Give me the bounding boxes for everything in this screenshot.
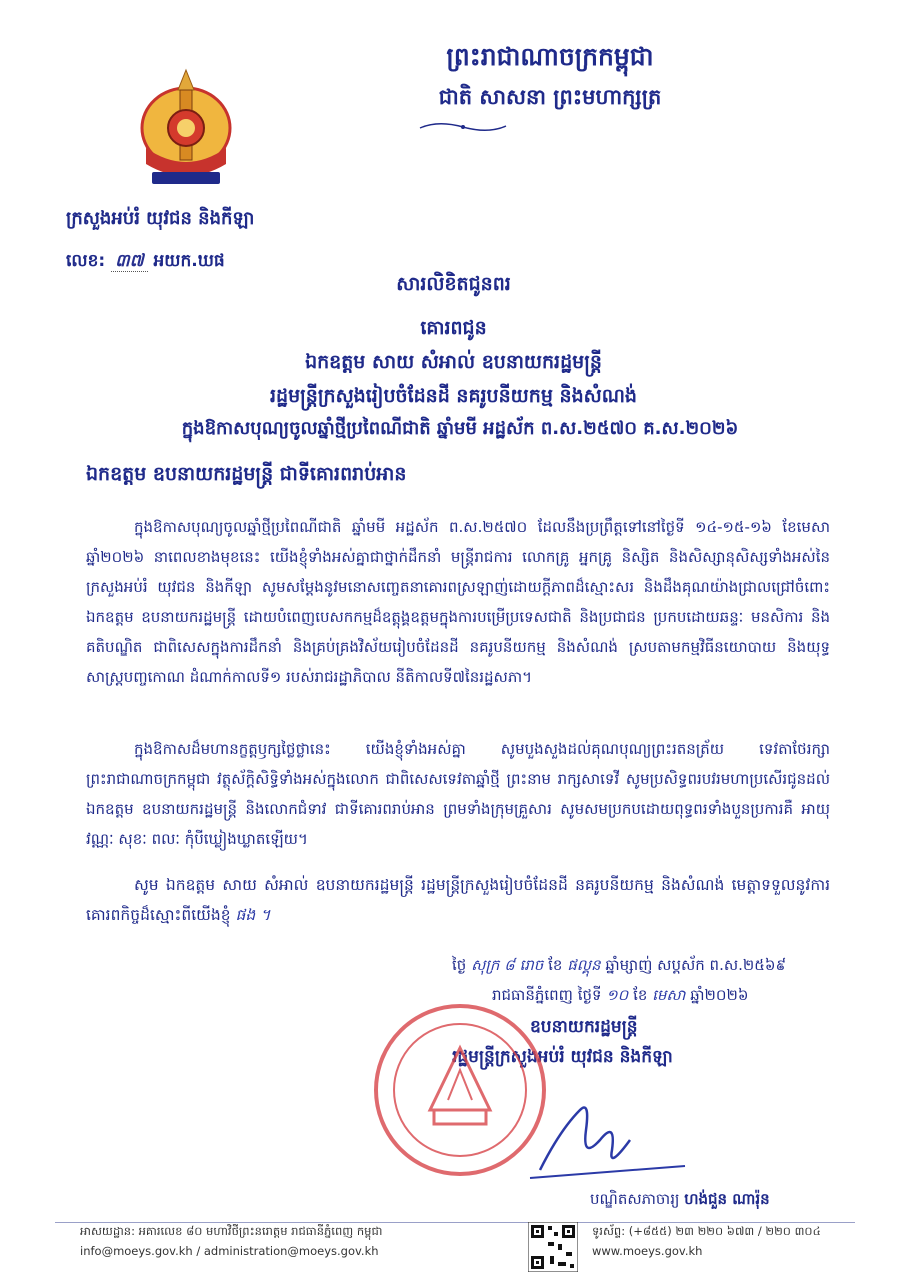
signer-position-2: រដ្ឋមន្ត្រីក្រសួងអប់រំ យុវជន និងកីឡា — [452, 1047, 673, 1067]
qr-code-icon — [528, 1222, 578, 1272]
kingdom-heading: ព្រះរាជាណាចក្រកម្ពុជា — [446, 42, 654, 71]
recipient-line-3: ក្នុងឱកាសបុណ្យចូលឆ្នាំថ្មីប្រពៃណីជាតិ ឆ្នាំមមី អដ្ឋស័ក ព.ស.២៥៧០ គ.ស.២០២៦ — [181, 418, 739, 439]
body-paragraph-2: ក្នុងឱកាសដ៏មហានក្ខត្តឫក្សថ្លៃថ្លានេះ យើងខ្ញុំទាំងអស់គ្នា សូមបួងសួងដល់គុណបុណ្យព្រះរតនត្រ័យ ទេវតាថែរក្សាព្រះរាជាណាចក្រកម្ពុជា វត្ថុស័ក្តិសិទ្ធិទាំងអស់ក្នុងលោក ជាពិសេសទេវតាឆ្នាំថ្មី ព្រះនាម រាក្សសាទេវី សូមប្រសិទ្ធពរបវរមហាប្រសើរជូនដល់ ឯកឧត្តម ឧបនាយករដ្ឋមន្ត្រី និងលោកជំទាវ ជាទីគោរពរាប់អាន ព្រមទាំងក្រុមគ្រួសារ សូមសមប្រកបដោយពុទ្ធពរទាំងបួនប្រការគឺ អាយុ វណ្ណៈ សុខៈ ពលៈ កុំបីឃ្លៀងឃ្លាតឡើយ។ — [86, 740, 830, 848]
lunar-year: ឆ្នាំម្សាញ់ សប្តស័ក ព.ស.២៥៦៩ — [605, 956, 787, 974]
signer-position-1: ឧបនាយករដ្ឋមន្ត្រី — [530, 1017, 638, 1037]
lunar-day-handwritten: សុក្រ — [471, 956, 500, 974]
ministry-emblem-icon — [134, 64, 238, 192]
ref-code: អយក.ឃផ — [153, 251, 225, 271]
ref-number-handwritten: ៣៧ — [111, 251, 147, 272]
body-paragraph-1: ក្នុងឱកាសបុណ្យចូលឆ្នាំថ្មីប្រពៃណីជាតិ ឆ្នាំមមី អដ្ឋស័ក ព.ស.២៥៧០ ដែលនឹងប្រព្រឹត្តទៅនៅថ្ងៃទី ១៤-១៥-១៦ ខែមេសា ឆ្នាំ២០២៦ នាពេលខាងមុខនេះ យើងខ្ញុំទាំងអស់គ្នាជាថ្នាក់ដឹកនាំ មន្ត្រីរាជការ លោកគ្រូ អ្នកគ្រូ និស្សិត និងសិស្សានុសិស្សទាំងអស់នៃក្រសួងអប់រំ យុវជន និងកីឡា សូមសម្តែងនូវមនោសញ្ចេតនាគោរពស្រឡាញ់ដោយក្តីភាពដ៏ស្មោះសរ និងដឹងគុណយ៉ាងជ្រាលជ្រៅចំពោះ ឯកឧត្តម ឧបនាយករដ្ឋមន្ត្រី ដោយបំពេញបេសកកម្មដ៏ឧត្តុង្គឧត្តមក្នុងការបម្រើប្រទេសជាតិ និងប្រជាជន ប្រកបដោយឆន្ទៈ មនសិការ និងគតិបណ្ឌិត ជាពិសេសក្នុងការដឹកនាំ និងគ្រប់គ្រងវិស័យរៀបចំដែនដី នគរូបនីយកម្ម និងសំណង់ ស្របតាមកម្មវិធីនយោបាយ និងយុទ្ធសាស្ត្របញ្ចកោណ ដំណាក់កាលទី១ របស់រាជរដ្ឋាភិបាល នីតិកាលទី៧នៃរដ្ឋសភា។ — [86, 518, 830, 686]
signer-title: បណ្ឌិតសភាចារ្យ — [590, 1190, 680, 1208]
ornament-divider-icon — [418, 118, 508, 136]
footer-website[interactable]: www.moeys.gov.kh — [592, 1244, 703, 1258]
year: ឆ្នាំ២០២៦ — [690, 986, 749, 1004]
closing-handwritten: ផង ។ — [235, 906, 271, 924]
lunar-day-label: ថ្ងៃ — [452, 956, 467, 974]
ministry-name: ក្រសួងអប់រំ យុវជន និងកីឡា — [66, 208, 255, 229]
ref-label: លេខ: — [66, 251, 106, 271]
recipient-line-2: រដ្ឋមន្ត្រីក្រសួងរៀបចំដែនដី នគរូបនីយកម្ម និងសំណង់ — [270, 385, 637, 407]
closing-text: សូម ឯកឧត្តម សាយ សំអាល់ ឧបនាយករដ្ឋមន្ត្រី រដ្ឋមន្ត្រីក្រសួងរៀបចំដែនដី នគរូបនីយកម្ម និងសំណង់ មេត្តាទទួលនូវការគោរពកិច្ចដ៏ស្មោះពីយើងខ្ញុំ — [86, 876, 830, 924]
city-day-label: រាជធានីភ្នំពេញ ថ្ងៃទី — [492, 986, 602, 1004]
recipient-line-1: ឯកឧត្តម សាយ សំអាល់ ឧបនាយករដ្ឋមន្ត្រី — [305, 351, 602, 373]
month-label: ខែ — [633, 986, 648, 1004]
letter-title: សារលិខិតជូនពរ — [396, 273, 511, 295]
letter-respectfully-to: គោរពជូន — [420, 317, 487, 339]
footer-address: អាសយដ្ឋាន: អគារលេខ ៨០ មហាវិថីព្រះនរោត្តម រាជធានីភ្នំពេញ កម្ពុជា — [80, 1224, 383, 1238]
body-paragraph-3 — [86, 870, 830, 930]
footer-emails: info@moeys.gov.kh / administration@moeys.gov.kh — [80, 1244, 379, 1258]
handwritten-signature-icon — [520, 1090, 690, 1180]
salutation: ឯកឧត្តម ឧបនាយករដ្ឋមន្ត្រី ជាទីគោរពរាប់អាន — [86, 463, 407, 485]
signer-name — [590, 1190, 770, 1212]
lunar-month-handwritten: ផល្គុន — [567, 956, 601, 974]
footer-phone: ទូរស័ព្ទ: (+៨៥៥) ២៣ ២២០ ៦៧៣ / ២២០ ៣០៤ — [592, 1224, 821, 1238]
lunar-phase-handwritten: ៨ រោច — [504, 956, 544, 974]
signer-name-text: ហង់ជួន ណារ៉ុន — [684, 1190, 770, 1208]
day-handwritten: ១០ — [606, 986, 629, 1004]
lunar-date — [452, 956, 786, 978]
lunar-month-label: ខែ — [548, 956, 563, 974]
footer-divider — [55, 1222, 855, 1223]
month-handwritten: មេសា — [652, 986, 686, 1004]
national-motto: ជាតិ សាសនា ព្រះមហាក្សត្រ — [438, 85, 662, 109]
